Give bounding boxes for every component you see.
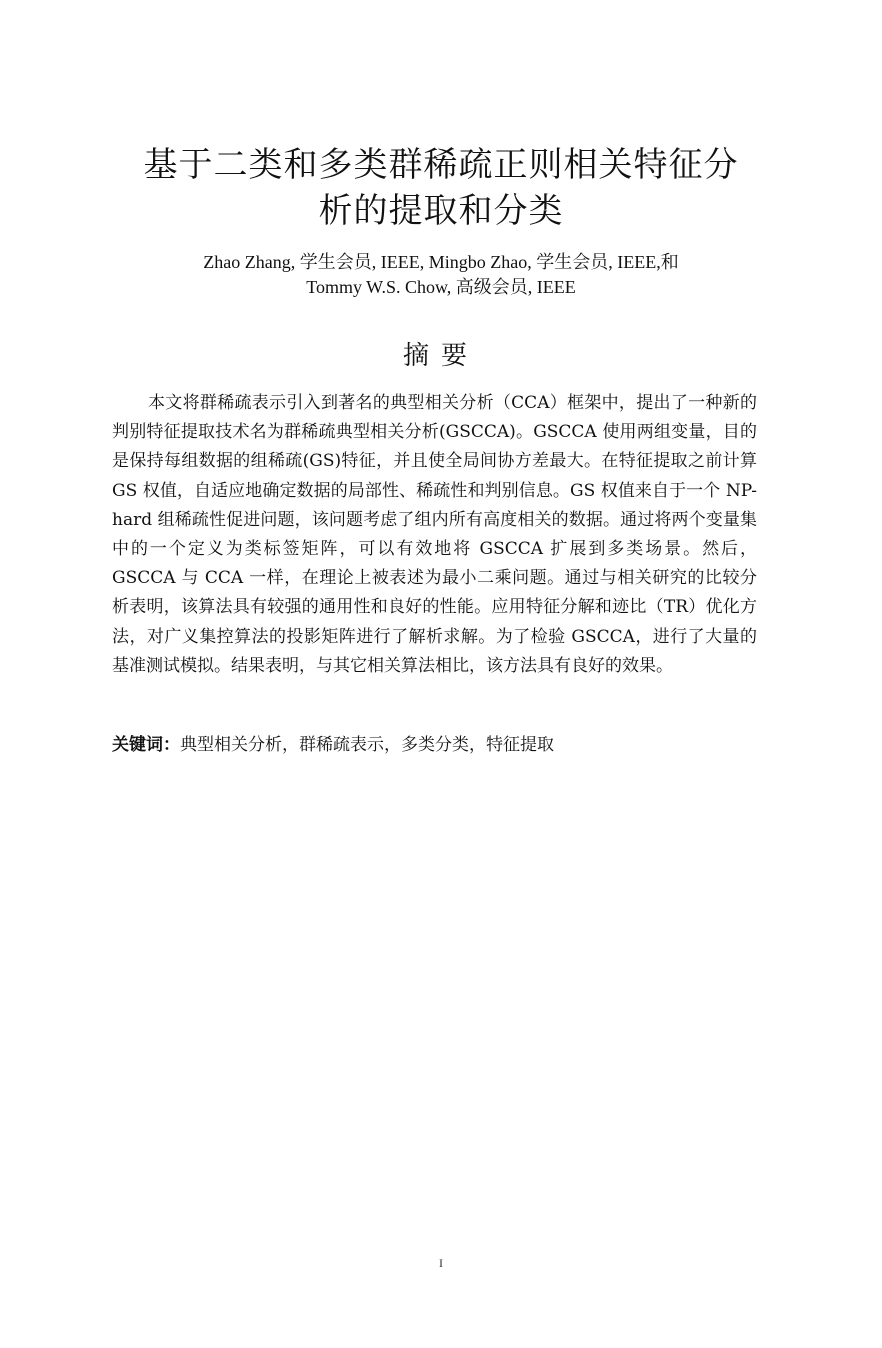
author-line-2: Tommy W.S. Chow, 高级会员, IEEE — [306, 277, 576, 297]
paper-title-line-2: 析的提取和分类 — [318, 191, 564, 231]
keywords-line — [112, 731, 757, 760]
abstract-body: 本文将群稀疏表示引入到著名的典型相关分析（CCA）框架中，提出了一种新的判别特征提取技术名为群稀疏典型相关分析(GSCCA)。GSCCA 使用两组变量，目的是保持每组数据的组稀疏(GS)特征，并且使全局间协方差最大。在特征提取之前计算 GS 权值，自适应地确定数据的局部性、稀疏性和判别信息。GS 权值来自于一个 NP-hard 组稀疏性促进问题，该问题考虑了组内所有高度相关的数据。通过将两个变量集中的一个定义为类标签矩阵，可以有效地将 GSCCA 扩展到多类场景。然后，GSCCA 与 CCA 一样，在理论上被表述为最小二乘问题。通过与相关研究的比较分析表明，该算法具有较强的通用性和良好的性能。应用特征分解和迹比（TR）优化方法，对广义集控算法的投影矩阵进行了解析求解。为了检验 GSCCA，进行了大量的基准测试模拟。结果表明，与其它相关算法相比，该方法具有良好的效果。 — [112, 393, 757, 676]
page-number: I — [439, 1256, 443, 1270]
keywords-label: 关键词： — [112, 735, 180, 755]
author-line-1: Zhao Zhang, 学生会员, IEEE, Mingbo Zhao, 学生会员, IEEE,和 — [203, 252, 679, 272]
author-list — [80, 250, 802, 300]
paper-title-line-1: 基于二类和多类群稀疏正则相关特征分 — [143, 145, 739, 185]
keywords-text: 典型相关分析，群稀疏表示，多类分类，特征提取 — [180, 735, 554, 755]
paper-title — [100, 142, 782, 234]
abstract-heading: 摘要 — [402, 341, 479, 371]
